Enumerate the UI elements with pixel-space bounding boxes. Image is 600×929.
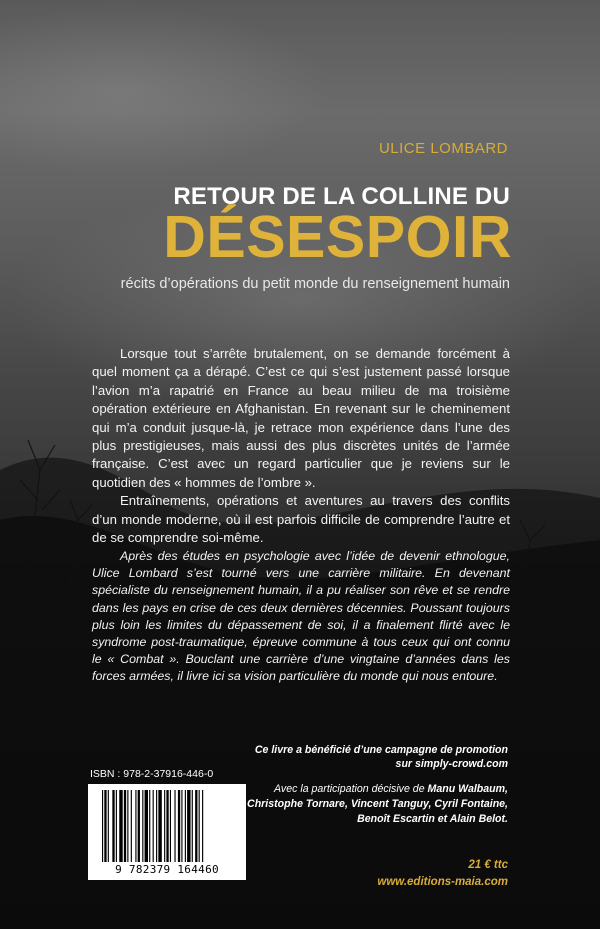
barcode-bar [166, 790, 168, 862]
acknowledgements [238, 782, 508, 827]
title-main-word: DÉSESPOIR [163, 204, 512, 270]
synopsis-paragraph-1: Lorsque tout s’arrête brutalement, on se demande forcément à quel moment ça a dérapé. C’est ce qui s’est justement passé lorsque l’avion m’a rapatrié en France au beau milieu de ma troisième opération extérieure en Afghanistan. En revenant sur le cheminement qui m’a conduit jusque-là, je retrace mon expérience dans l’une des plus prestigieuses, mais aussi des plus discrètes unités de l’armée française. C’est avec un regard particulier que je reviens sur le quotidien des « hommes de l’ombre ». [92, 346, 510, 490]
barcode-bar [135, 790, 136, 862]
barcode-bar [174, 790, 175, 862]
acknowledgements-names-2: Christophe Tornare, Vincent Tanguy, Cyril Fontaine, [247, 798, 508, 810]
promotion-line-2: sur simply-crowd.com [395, 758, 508, 770]
barcode-bar [145, 790, 148, 862]
barcode-bar [102, 790, 103, 862]
barcode-bar [124, 790, 126, 862]
barcode-bar [108, 790, 109, 862]
barcode [88, 784, 246, 880]
barcode-bar [187, 790, 190, 862]
synopsis-paragraph-2: Entraînements, opérations et aventures au travers des conflits d’un monde moderne, où il est parfois difficile de comprendre l’autre et de se comprendre soi-même. [92, 493, 510, 546]
barcode-bar [192, 790, 193, 862]
author-name: ULICE LOMBARD [378, 140, 508, 157]
acknowledgements-names-3: Benoît Escartin et Alain Belot. [357, 813, 508, 825]
acknowledgements-names-1: Manu Walbaum, [427, 783, 508, 795]
barcode-bar [202, 790, 203, 862]
promotion-line-1: Ce livre a bénéficié d’une campagne de promotion [254, 744, 508, 756]
barcode-bar [164, 790, 165, 862]
barcode-bar [158, 790, 161, 862]
barcode-bar [104, 790, 106, 862]
barcode-bar [156, 790, 157, 862]
barcode-digits: 9 782379 164460 [115, 863, 219, 876]
synopsis [92, 345, 510, 547]
subtitle: récits d’opérations du petit monde du renseignement humain [120, 276, 510, 292]
barcode-bar [153, 790, 154, 862]
barcode-bar [112, 790, 114, 862]
author-biography [92, 548, 510, 686]
promotion-note [238, 743, 508, 771]
barcode-bar [195, 790, 197, 862]
publisher-website: www.editions-maia.com [377, 876, 508, 888]
isbn-number: ISBN : 978-2-37916-446-0 [90, 768, 214, 780]
barcode-bar [119, 790, 122, 862]
author-biography-text: Après des études en psychologie avec l’idée de devenir ethnologue, Ulice Lombard s’est tourné vers une carrière militaire. En devenant spécialiste du renseignement humain, il a pu réaliser son rêve et se rendre dans les pays en crise de ces deux dernières décennies. Poussant toujours plus loin les limites du dépassement de soi, il a finalement flirté avec le syndrome post-traumatique, épreuve commune à tous ceux qui ont connu le « Combat ». Bouclant une carrière d’une vingtaine d’années dans les forces armées, il livre ici sa vision particulière du monde qui nous entoure. [92, 549, 510, 684]
title-top-line: RETOUR DE LA COLLINE DU [173, 183, 510, 210]
barcode-bar [142, 790, 143, 862]
barcode-bar [199, 790, 200, 862]
barcode-bar [138, 790, 140, 862]
barcode-bar [149, 790, 150, 862]
barcode-bar [170, 790, 171, 862]
barcode-bar [131, 790, 132, 862]
barcode-bar [185, 790, 186, 862]
barcode-bar [178, 790, 180, 862]
barcode-bar [127, 790, 128, 862]
barcode-bar [181, 790, 182, 862]
acknowledgements-intro: Avec la participation décisive de [274, 783, 425, 795]
price: 21 € ttc [468, 859, 508, 871]
barcode-bar [116, 790, 117, 862]
